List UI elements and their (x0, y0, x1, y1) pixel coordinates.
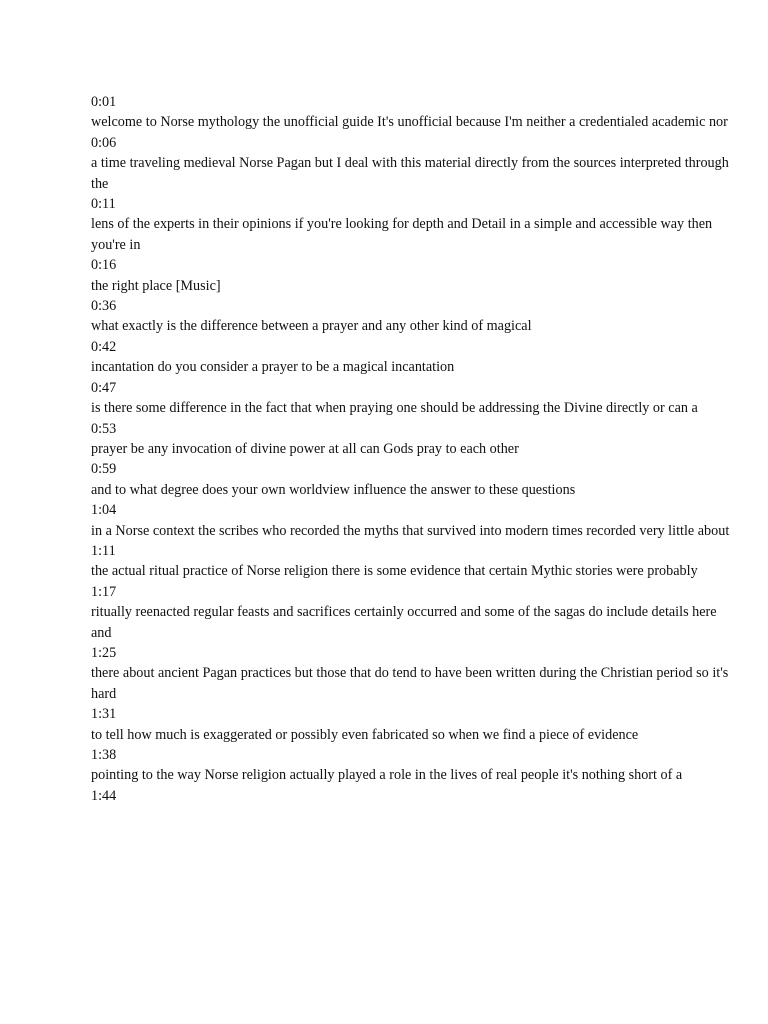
transcript-entry (91, 541, 731, 582)
transcript-text: is there some difference in the fact that when praying one should be addressing the Divine directly or can a (91, 400, 698, 417)
timestamp: 0:11 (91, 196, 116, 213)
transcript-entry (91, 296, 731, 337)
timestamp: 0:01 (91, 94, 117, 110)
timestamp: 0:06 (91, 134, 117, 151)
timestamp: 1:17 (91, 583, 117, 600)
timestamp: 1:38 (91, 747, 117, 763)
timestamp: 1:44 (91, 787, 117, 804)
timestamp: 1:11 (91, 542, 116, 559)
transcript-text: ritually reenacted regular feasts and sacrifices certainly occurred and some of the sagas do include details here and (91, 604, 717, 641)
transcript-text: what exactly is the difference between a prayer and any other kind of magical (91, 318, 532, 335)
timestamp: 0:42 (91, 338, 117, 355)
transcript-entry (91, 745, 731, 786)
transcript-text: there about ancient Pagan practices but those that do tend to have been written during the Christian period so it's hard (91, 665, 729, 702)
transcript-entry (91, 459, 731, 500)
transcript-entry (91, 337, 731, 378)
timestamp: 0:36 (91, 298, 117, 315)
transcript-entry (91, 786, 731, 806)
timestamp: 0:16 (91, 257, 117, 274)
transcript-text: in a Norse context the scribes who recorded the myths that survived into modern times recorded very little about (91, 522, 730, 539)
transcript-entry (91, 255, 731, 296)
transcript-entry (91, 378, 731, 419)
timestamp: 0:47 (91, 379, 117, 396)
transcript-entry (91, 133, 731, 194)
timestamp: 0:59 (91, 461, 117, 478)
timestamp: 1:04 (91, 502, 117, 519)
timestamp: 1:31 (91, 706, 117, 723)
transcript-text: and to what degree does your own worldview influence the answer to these questions (91, 481, 576, 498)
transcript-text: to tell how much is exaggerated or possibly even fabricated so when we find a piece of evidence (91, 726, 639, 743)
transcript-text: welcome to Norse mythology the unofficial guide It's unofficial because I'm neither a credentialed academic nor (91, 114, 728, 131)
transcript-entry (91, 194, 731, 255)
timestamp: 0:53 (91, 420, 117, 437)
transcript-entry (91, 582, 731, 643)
transcript-entry (91, 500, 731, 541)
transcript-entry (91, 419, 731, 460)
transcript-text: the right place [Music] (91, 277, 221, 294)
transcript-text: the actual ritual practice of Norse religion there is some evidence that certain Mythic stories were probably (91, 563, 698, 580)
transcript-text: pointing to the way Norse religion actually played a role in the lives of real people it's nothing short of a (91, 767, 683, 784)
transcript-text: a time traveling medieval Norse Pagan but I deal with this material directly from the sources interpreted through the (91, 155, 729, 192)
timestamp: 1:25 (91, 644, 117, 661)
transcript-entry (91, 643, 731, 704)
transcript (91, 92, 731, 806)
transcript-entry (91, 704, 731, 745)
transcript-text: lens of the experts in their opinions if you're looking for depth and Detail in a simple and accessible way then you're in (91, 216, 713, 253)
transcript-entry (91, 92, 731, 133)
transcript-text: incantation do you consider a prayer to be a magical incantation (91, 359, 455, 376)
transcript-text: prayer be any invocation of divine power at all can Gods pray to each other (91, 440, 519, 457)
